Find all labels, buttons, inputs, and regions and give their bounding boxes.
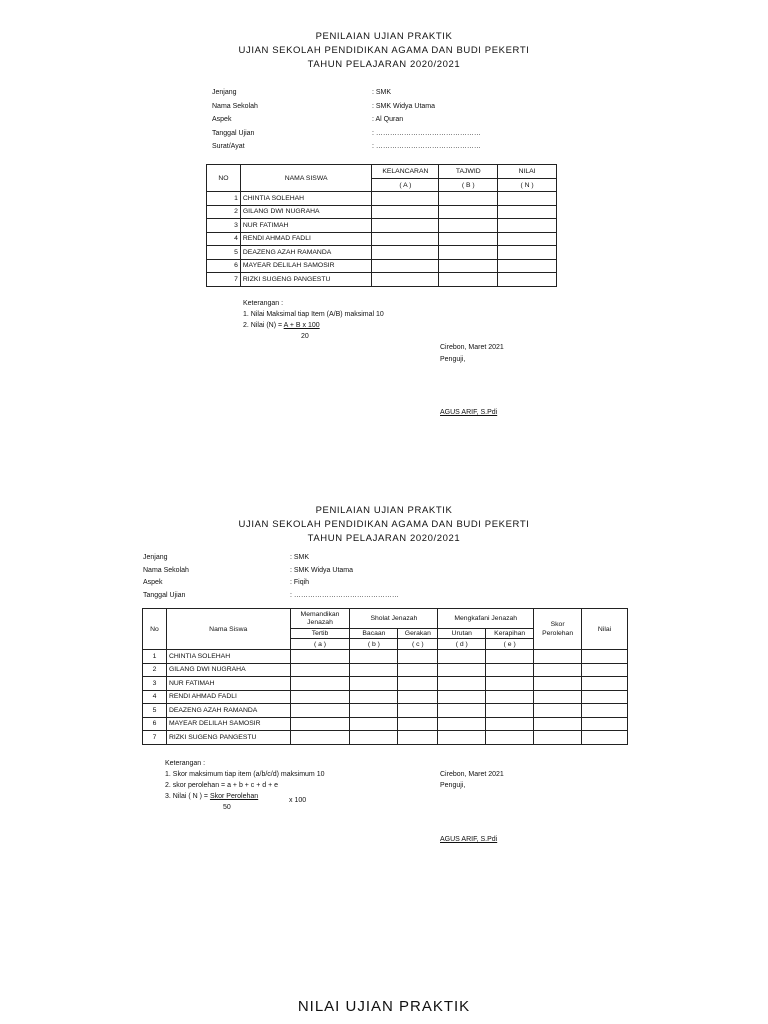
table-row [143, 650, 628, 664]
row-no: 5 [207, 246, 241, 260]
row-name: NUR FATIMAH [240, 219, 372, 233]
header-nilai: NILAI [498, 165, 557, 179]
header-b: ( B ) [439, 179, 498, 192]
note-2-numerator: A + B x 100 [283, 322, 320, 329]
note-3 [165, 791, 325, 802]
info-value-surat: : ……………………………………… [372, 143, 481, 150]
row-name: MAYEAR DELILAH SAMOSIR [166, 717, 290, 731]
cell-a[interactable] [290, 717, 350, 731]
header-kelancaran: KELANCARAN [372, 165, 439, 179]
row-name: CHINTIA SOLEHAH [240, 192, 372, 206]
info-value-tanggal: : ……………………………………… [290, 591, 399, 599]
header-nama-siswa: NAMA SISWA [240, 165, 372, 192]
note-3-numerator: Skor Perolehan [209, 793, 259, 800]
cell-a[interactable] [290, 677, 350, 691]
row-name: CHINTIA SOLEHAH [166, 650, 290, 664]
section2-title-line2: UJIAN SEKOLAH PENDIDIKAN AGAMA DAN BUDI PEKERTI [238, 519, 530, 530]
table-row [143, 717, 628, 731]
keterangan-title: Keterangan : [243, 300, 284, 307]
section2-title-line3: TAHUN PELAJARAN 2020/2021 [307, 533, 461, 544]
row-name: MAYEAR DELILAH SAMOSIR [240, 259, 372, 273]
table-row [207, 259, 557, 273]
info-value-jenjang: : SMK [372, 89, 392, 96]
note-3-denominator: 50 [223, 804, 231, 811]
cell-n[interactable] [498, 246, 557, 260]
table-row [207, 192, 557, 206]
header-a: ( A ) [372, 179, 439, 192]
bottom-title: NILAI UJIAN PRAKTIK [297, 998, 471, 1015]
info-value-aspek: : Fiqih [290, 579, 310, 586]
row-no: 2 [207, 205, 241, 219]
cell-e[interactable] [486, 690, 534, 704]
cell-a[interactable] [290, 731, 350, 745]
note-1: 1. Nilai Maksimal tiap Item (A/B) maksimal 10 [243, 311, 384, 318]
header-b: ( b ) [350, 639, 398, 650]
section2-score-table [142, 608, 628, 745]
info-label-jenjang: Jenjang [143, 554, 168, 561]
row-no: 2 [143, 663, 167, 677]
section1-score-table [206, 164, 557, 287]
cell-b[interactable] [350, 663, 398, 677]
cell-skor[interactable] [534, 690, 582, 704]
cell-d[interactable] [438, 677, 486, 691]
cell-n[interactable] [498, 273, 557, 287]
cell-nilai[interactable] [582, 717, 628, 731]
table-row [143, 663, 628, 677]
row-no: 3 [207, 219, 241, 233]
cell-b[interactable] [439, 246, 498, 260]
section1-title-line3: TAHUN PELAJARAN 2020/2021 [307, 59, 461, 70]
header-tajwid: TAJWID [439, 165, 498, 179]
info-label-tanggal: Tanggal Ujian [143, 591, 186, 599]
cell-b[interactable] [439, 219, 498, 233]
cell-b[interactable] [350, 731, 398, 745]
cell-nilai[interactable] [582, 663, 628, 677]
cell-d[interactable] [438, 717, 486, 731]
cell-d[interactable] [438, 663, 486, 677]
header-bacaan: Bacaan [350, 629, 398, 639]
cell-nilai[interactable] [582, 677, 628, 691]
header-no: No [143, 609, 167, 650]
cell-skor[interactable] [534, 650, 582, 664]
cell-a[interactable] [372, 232, 439, 246]
info-value-jenjang: : SMK [290, 554, 310, 561]
cell-e[interactable] [486, 717, 534, 731]
table-row [207, 246, 557, 260]
keterangan-title: Keterangan : [165, 760, 206, 767]
header-kerapihan: Kerapihan [486, 629, 534, 639]
cell-skor[interactable] [534, 717, 582, 731]
cell-d[interactable] [438, 690, 486, 704]
row-name: RENDI AHMAD FADLI [240, 232, 372, 246]
row-name: GILANG DWI NUGRAHA [240, 205, 372, 219]
note-2 [243, 320, 384, 331]
info-label-tanggal: Tanggal Ujian [212, 129, 255, 137]
header-mengkafani: Mengkafani Jenazah [438, 609, 534, 629]
section1-signer: AGUS ARIF, S.Pdi [440, 409, 498, 416]
cell-b[interactable] [350, 677, 398, 691]
section2-info [143, 552, 463, 602]
section2-title-line1: PENILAIAN UJIAN PRAKTIK [315, 505, 453, 516]
note-1: 1. Skor maksimum tiap item (a/b/c/d) maksimum 10 [165, 771, 325, 778]
header-skor: Skor Perolehan [534, 609, 582, 650]
info-label-nama-sekolah: Nama Sekolah [143, 566, 189, 574]
info-value-tanggal: : ……………………………………… [372, 129, 481, 137]
note-2-denominator: 20 [301, 333, 309, 340]
row-no: 1 [207, 192, 241, 206]
row-no: 3 [143, 677, 167, 691]
row-no: 7 [207, 273, 241, 287]
section1-title-line1: PENILAIAN UJIAN PRAKTIK [315, 31, 453, 42]
row-name: RIZKI SUGENG PANGESTU [240, 273, 372, 287]
header-nama-siswa: Nama Siswa [166, 609, 290, 650]
row-name: RENDI AHMAD FADLI [166, 690, 290, 704]
row-name: DEAZENG AZAH RAMANDA [166, 704, 290, 718]
section1-role: Penguji, [440, 356, 466, 363]
cell-c[interactable] [398, 677, 438, 691]
section2-notes [165, 758, 325, 813]
cell-e[interactable] [486, 677, 534, 691]
cell-d[interactable] [438, 704, 486, 718]
row-no: 6 [143, 717, 167, 731]
cell-a[interactable] [290, 704, 350, 718]
info-value-aspek: : Al Quran [372, 116, 404, 123]
info-value-nama-sekolah: : SMK Widya Utama [372, 102, 436, 110]
cell-d[interactable] [438, 731, 486, 745]
cell-c[interactable] [398, 650, 438, 664]
header-urutan: Urutan [438, 629, 486, 639]
cell-skor[interactable] [534, 677, 582, 691]
table-row [207, 219, 557, 233]
row-no: 7 [143, 731, 167, 745]
note-3-prefix: 3. Nilai ( N ) = [165, 793, 210, 800]
table-row [143, 704, 628, 718]
cell-b[interactable] [350, 704, 398, 718]
cell-a[interactable] [372, 246, 439, 260]
note-3-suffix: x 100 [289, 797, 307, 804]
cell-skor[interactable] [534, 704, 582, 718]
section1-notes [243, 298, 384, 342]
header-e: ( e ) [486, 639, 534, 650]
cell-n[interactable] [498, 232, 557, 246]
header-n: ( N ) [498, 179, 557, 192]
cell-nilai[interactable] [582, 690, 628, 704]
header-gerakan: Gerakan [398, 629, 438, 639]
table-row [143, 677, 628, 691]
cell-a[interactable] [372, 192, 439, 206]
cell-a[interactable] [290, 663, 350, 677]
note-2-prefix: 2. Nilai (N) = [243, 322, 284, 329]
header-tertib: Tertib [290, 629, 350, 639]
info-label-surat: Surat/Ayat [212, 143, 245, 150]
header-memandikan: Memandikan Jenazah [290, 609, 350, 629]
cell-nilai[interactable] [582, 704, 628, 718]
cell-b[interactable] [439, 273, 498, 287]
row-no: 6 [207, 259, 241, 273]
cell-e[interactable] [486, 704, 534, 718]
cell-c[interactable] [398, 731, 438, 745]
cell-b[interactable] [350, 650, 398, 664]
row-name: NUR FATIMAH [166, 677, 290, 691]
header-c: ( c ) [398, 639, 438, 650]
cell-d[interactable] [438, 650, 486, 664]
section2-signer: AGUS ARIF, S.Pdi [440, 836, 498, 843]
cell-nilai[interactable] [582, 650, 628, 664]
cell-n[interactable] [498, 205, 557, 219]
table-row [143, 731, 628, 745]
cell-n[interactable] [498, 259, 557, 273]
cell-nilai[interactable] [582, 731, 628, 745]
cell-b[interactable] [439, 205, 498, 219]
row-name: GILANG DWI NUGRAHA [166, 663, 290, 677]
header-nilai: Nilai [582, 609, 628, 650]
cell-e[interactable] [486, 731, 534, 745]
cell-e[interactable] [486, 650, 534, 664]
header-no: NO [207, 165, 241, 192]
cell-c[interactable] [398, 717, 438, 731]
cell-e[interactable] [486, 663, 534, 677]
section1-title-line2: UJIAN SEKOLAH PENDIDIKAN AGAMA DAN BUDI PEKERTI [238, 45, 530, 56]
info-label-jenjang: Jenjang [212, 89, 237, 96]
cell-a[interactable] [372, 259, 439, 273]
row-no: 4 [143, 690, 167, 704]
row-no: 5 [143, 704, 167, 718]
section2-place-date: Cirebon, Maret 2021 [440, 771, 504, 778]
header-a: ( a ) [290, 639, 350, 650]
table-row [143, 690, 628, 704]
row-no: 1 [143, 650, 167, 664]
note-2: 2. skor perolehan = a + b + c + d + e [165, 782, 279, 789]
cell-b[interactable] [439, 259, 498, 273]
cell-n[interactable] [498, 192, 557, 206]
row-name: DEAZENG AZAH RAMANDA [240, 246, 372, 260]
info-value-nama-sekolah: : SMK Widya Utama [290, 566, 354, 574]
table-row [207, 232, 557, 246]
cell-a[interactable] [372, 273, 439, 287]
info-label-aspek: Aspek [212, 116, 232, 123]
info-label-nama-sekolah: Nama Sekolah [212, 102, 258, 110]
cell-c[interactable] [398, 690, 438, 704]
header-sholat: Sholat Jenazah [350, 609, 438, 629]
cell-n[interactable] [498, 219, 557, 233]
cell-c[interactable] [398, 663, 438, 677]
cell-a[interactable] [372, 205, 439, 219]
cell-skor[interactable] [534, 731, 582, 745]
cell-a[interactable] [290, 690, 350, 704]
cell-a[interactable] [372, 219, 439, 233]
section1-place-date: Cirebon, Maret 2021 [440, 344, 504, 351]
cell-a[interactable] [290, 650, 350, 664]
cell-b[interactable] [439, 192, 498, 206]
row-name: RIZKI SUGENG PANGESTU [166, 731, 290, 745]
cell-c[interactable] [398, 704, 438, 718]
cell-b[interactable] [350, 690, 398, 704]
cell-b[interactable] [439, 232, 498, 246]
info-label-aspek: Aspek [143, 579, 163, 586]
table-row [207, 205, 557, 219]
cell-b[interactable] [350, 717, 398, 731]
row-no: 4 [207, 232, 241, 246]
cell-skor[interactable] [534, 663, 582, 677]
section2-role: Penguji, [440, 782, 466, 789]
section1-info [212, 86, 532, 154]
table-row [207, 273, 557, 287]
header-d: ( d ) [438, 639, 486, 650]
